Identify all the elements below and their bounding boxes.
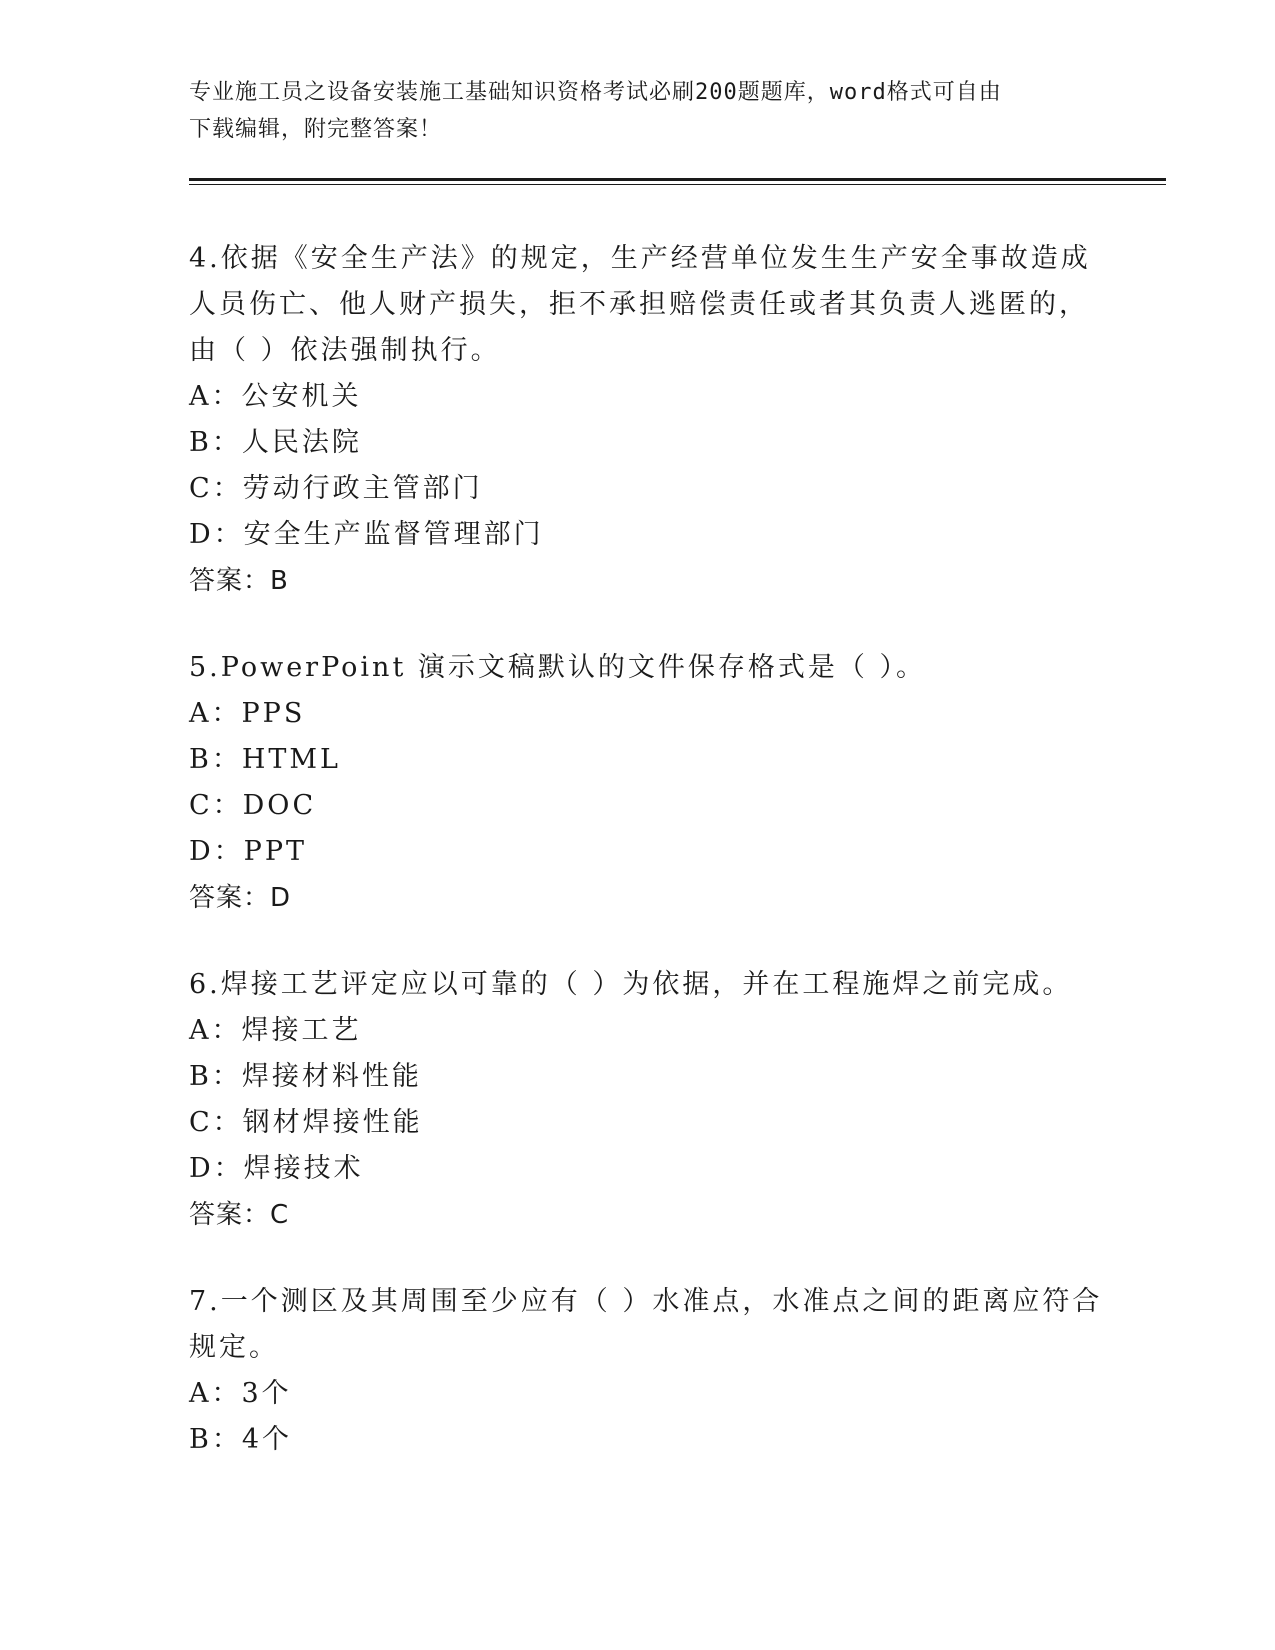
question-4 (189, 236, 1109, 604)
option-b: B：人民法院 (189, 427, 362, 458)
question-text-line: 人员伤亡、他人财产损失，拒不承担赔偿责任或者其负责人逃匿的， (189, 289, 1089, 320)
option-d: D：安全生产监督管理部门 (189, 519, 544, 550)
option-a: A：PPS (189, 698, 306, 729)
question-text-line: 4.依据《安全生产法》的规定，生产经营单位发生生产安全事故造成 (189, 243, 1091, 274)
option-a: A：焊接工艺 (189, 1015, 362, 1046)
question-list (189, 236, 1109, 1504)
question-text-line: 规定。 (189, 1332, 279, 1363)
question-7 (189, 1279, 1109, 1463)
question-text-line: 6.焊接工艺评定应以可靠的（ ）为依据，并在工程施焊之前完成。 (189, 969, 1073, 1000)
answer-text: 答案：B (189, 566, 289, 596)
question-text-line: 7.一个测区及其周围至少应有（ ）水准点，水准点之间的距离应符合 (189, 1286, 1103, 1317)
header-divider-thin (189, 184, 1166, 185)
answer-text: 答案：C (189, 1200, 290, 1230)
answer-text: 答案：D (189, 883, 292, 913)
question-6 (189, 962, 1109, 1238)
header-divider-thick (189, 178, 1166, 181)
option-b: B：4个 (189, 1424, 293, 1455)
option-b: B：焊接材料性能 (189, 1061, 422, 1092)
header-title-line-2: 下载编辑，附完整答案！ (189, 117, 443, 142)
option-b: B：HTML (189, 744, 341, 775)
option-a: A：3个 (189, 1378, 292, 1409)
option-c: C：DOC (189, 790, 317, 821)
question-text-line: 5.PowerPoint 演示文稿默认的文件保存格式是（ ）。 (189, 652, 926, 683)
option-a: A：公安机关 (189, 381, 362, 412)
option-d: D：焊接技术 (189, 1153, 364, 1184)
option-c: C：钢材焊接性能 (189, 1107, 423, 1138)
document-header (189, 74, 1089, 148)
option-c: C：劳动行政主管部门 (189, 473, 483, 504)
option-d: D：PPT (189, 836, 307, 867)
question-text-line: 由（ ）依法强制执行。 (189, 335, 501, 366)
question-5 (189, 645, 1109, 921)
header-title-line-1: 专业施工员之设备安装施工基础知识资格考试必刷200题题库，word格式可自由 (189, 80, 1002, 105)
